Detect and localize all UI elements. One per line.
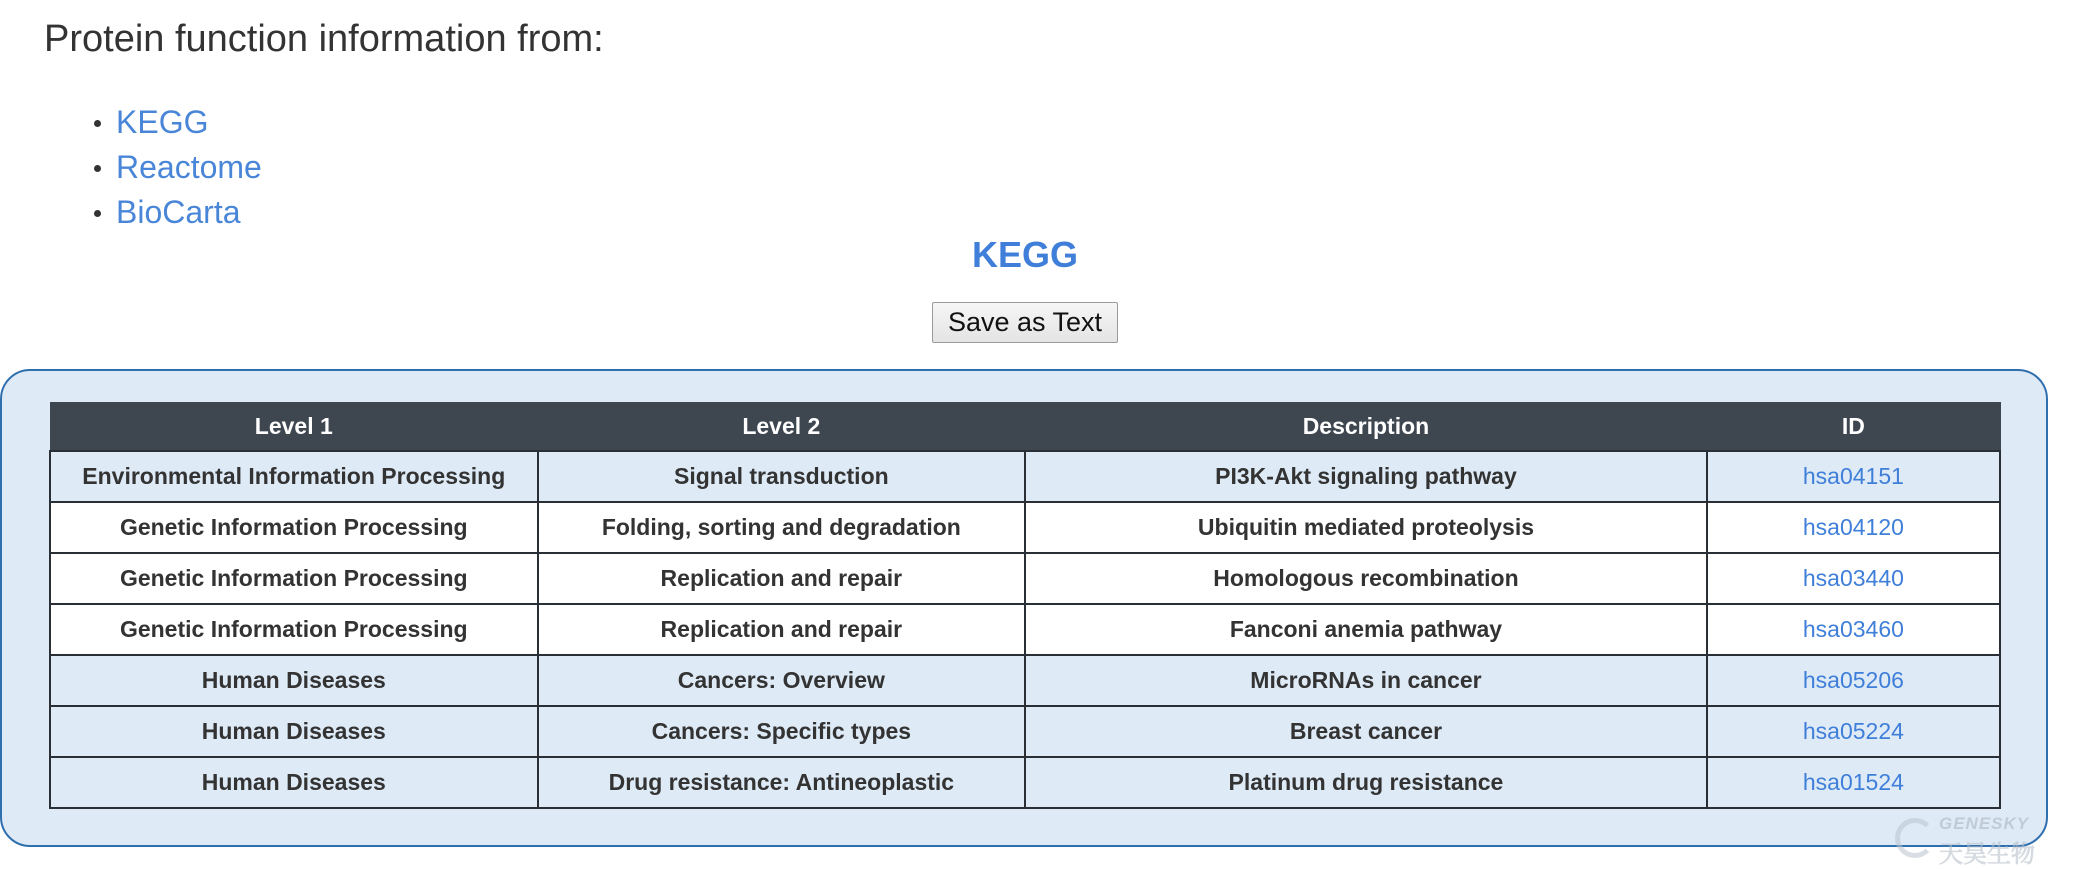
table-row <box>50 604 2000 655</box>
cell-id <box>1707 706 2000 757</box>
pathway-id-link[interactable]: hsa04151 <box>1802 463 1904 489</box>
pathway-id-link[interactable]: hsa04120 <box>1802 514 1904 540</box>
cell-description: Homologous recombination <box>1025 553 1707 604</box>
cell-level-1: Human Diseases <box>50 706 538 757</box>
genesky-logo-icon <box>1895 818 1935 858</box>
kegg-table <box>49 402 2001 809</box>
pathway-id-link[interactable]: hsa01524 <box>1802 769 1904 795</box>
watermark-chinese: 天昊生物 <box>1939 841 2035 868</box>
kegg-table-panel <box>0 369 2048 847</box>
pathway-id-link[interactable]: hsa03460 <box>1802 616 1904 642</box>
cell-description: PI3K-Akt signaling pathway <box>1025 451 1707 502</box>
source-list <box>90 100 262 235</box>
pathway-id-link[interactable]: hsa05224 <box>1802 718 1904 744</box>
cell-id <box>1707 604 2000 655</box>
cell-level-2: Replication and repair <box>538 604 1026 655</box>
save-button-wrap <box>0 302 2050 343</box>
table-row <box>50 757 2000 808</box>
table-row <box>50 655 2000 706</box>
cell-description: Ubiquitin mediated proteolysis <box>1025 502 1707 553</box>
cell-level-1: Genetic Information Processing <box>50 604 538 655</box>
column-header-level-2[interactable]: Level 2 <box>538 403 1026 452</box>
page-heading: Protein function information from: <box>44 18 604 60</box>
watermark-english: GENESKY <box>1939 814 2030 833</box>
cell-level-1: Human Diseases <box>50 655 538 706</box>
cell-description: Platinum drug resistance <box>1025 757 1707 808</box>
table-row <box>50 706 2000 757</box>
cell-level-1: Human Diseases <box>50 757 538 808</box>
source-link-biocarta[interactable]: BioCarta <box>116 194 241 230</box>
genesky-watermark <box>1895 814 2055 868</box>
column-header-level-1[interactable]: Level 1 <box>50 403 538 452</box>
source-list-item-reactome <box>90 145 262 190</box>
table-row <box>50 553 2000 604</box>
cell-level-2: Signal transduction <box>538 451 1026 502</box>
save-as-text-button[interactable]: Save as Text <box>932 302 1118 343</box>
section-title: KEGG <box>971 234 1078 275</box>
table-row <box>50 451 2000 502</box>
cell-level-2: Folding, sorting and degradation <box>538 502 1026 553</box>
column-header-id[interactable]: ID <box>1707 403 2000 452</box>
bullet-icon <box>94 210 101 217</box>
source-list-item-kegg <box>90 100 262 145</box>
cell-description: Breast cancer <box>1025 706 1707 757</box>
cell-level-1: Environmental Information Processing <box>50 451 538 502</box>
pathway-id-link[interactable]: hsa03440 <box>1802 565 1904 591</box>
cell-description: Fanconi anemia pathway <box>1025 604 1707 655</box>
cell-id <box>1707 451 2000 502</box>
bullet-icon <box>94 165 101 172</box>
source-link-kegg[interactable]: KEGG <box>116 104 209 140</box>
column-header-description[interactable]: Description <box>1025 403 1707 452</box>
cell-level-2: Cancers: Specific types <box>538 706 1026 757</box>
table-header-row <box>50 403 2000 452</box>
source-link-reactome[interactable]: Reactome <box>116 149 262 185</box>
cell-description: MicroRNAs in cancer <box>1025 655 1707 706</box>
cell-level-2: Replication and repair <box>538 553 1026 604</box>
cell-level-2: Drug resistance: Antineoplastic <box>538 757 1026 808</box>
bullet-icon <box>94 120 101 127</box>
table-row <box>50 502 2000 553</box>
cell-level-1: Genetic Information Processing <box>50 502 538 553</box>
cell-level-1: Genetic Information Processing <box>50 553 538 604</box>
cell-id <box>1707 502 2000 553</box>
cell-level-2: Cancers: Overview <box>538 655 1026 706</box>
table-body <box>50 451 2000 808</box>
cell-id <box>1707 655 2000 706</box>
source-list-item-biocarta <box>90 190 262 235</box>
pathway-id-link[interactable]: hsa05206 <box>1802 667 1904 693</box>
cell-id <box>1707 553 2000 604</box>
cell-id <box>1707 757 2000 808</box>
